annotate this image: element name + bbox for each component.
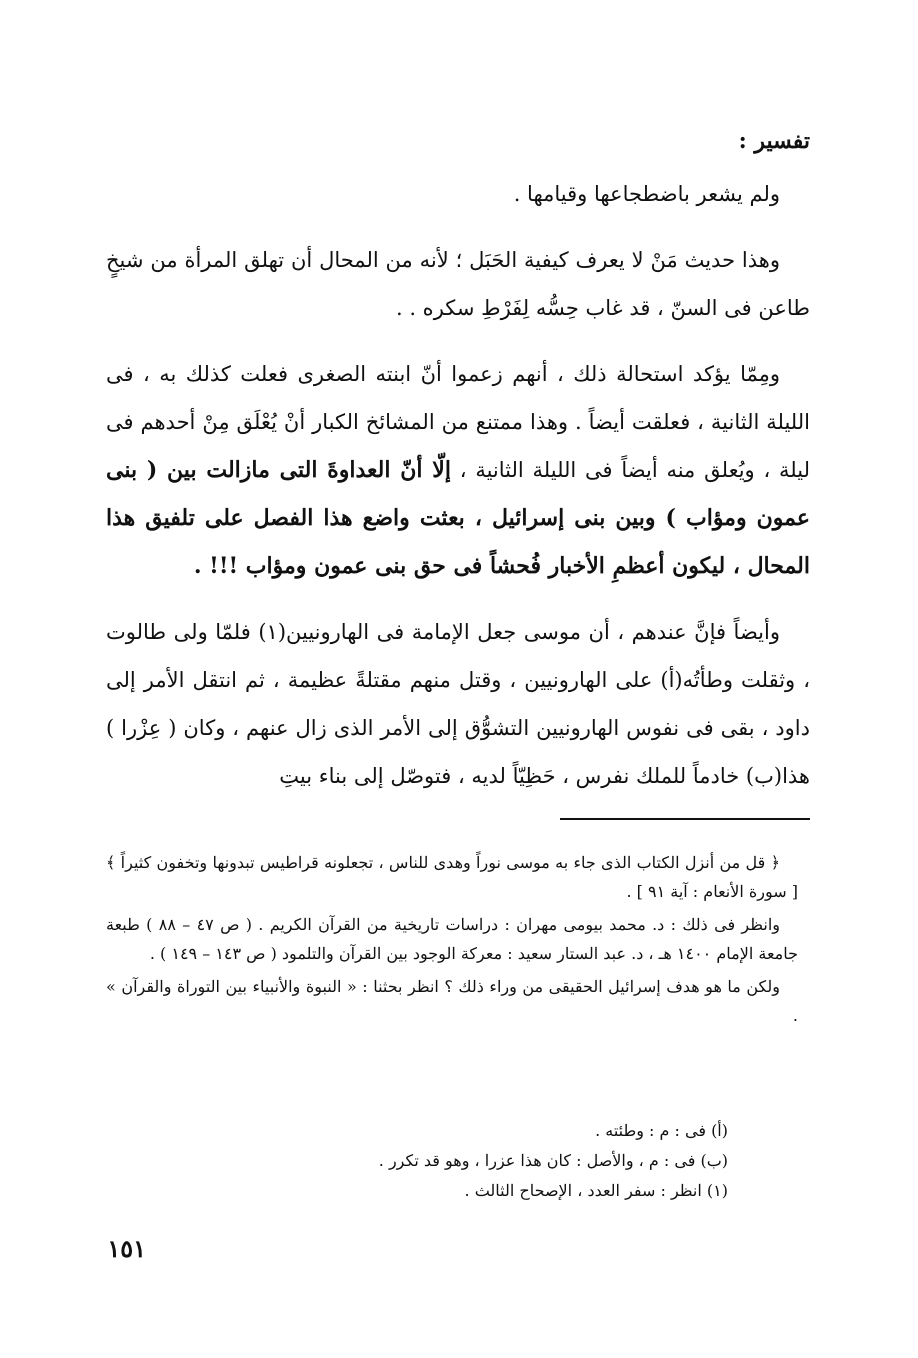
- footnote-divider: [560, 818, 810, 820]
- variant-notes: [188, 1116, 728, 1206]
- footnotes: [106, 848, 798, 1034]
- page-number: ١٥١: [107, 1234, 146, 1263]
- note-b: (ب) فى : م ، والأصل : كان هذا عزرا ، وهو قد تكرر .: [378, 1151, 728, 1170]
- main-text: [106, 170, 810, 818]
- note-1: (١) انظر : سفر العدد ، الإصحاح الثالث .: [464, 1181, 728, 1200]
- paragraph-3-normal: ومِمّا يؤكد استحالة ذلك ، أنهم زعموا أنّ ابنته الصغرى فعلت كذلك به ، فى الليلة الثانية ، فعلقت أيضاً . وهذا ممتنع من المشائخ الكبار أنْ يُعْلَق مِنْ أحدهم فى ليلة ، ويُعلق منه أيضاً فى الليلة الثانية ،: [106, 362, 810, 482]
- page-header: تفسير :: [738, 128, 810, 154]
- footnote-quran-quote: ﴿ قل من أنزل الكتاب الذى جاء به موسى نوراً وهدى للناس ، تجعلونه قراطيس تبدونها وتخفون كثيراً ﴾ [ سورة الأنعام : آية ٩١ ] .: [106, 853, 798, 901]
- paragraph-3: [106, 350, 810, 590]
- paragraph-1: ولم يشعر باضطجاعها وقيامها .: [513, 182, 780, 206]
- footnote-question: ولكن ما هو هدف إسرائيل الحقيقى من وراء ذلك ؟ انظر بحثنا : « النبوة والأنبياء بين التوراة والقرآن » .: [106, 977, 798, 1025]
- note-a: (أ) فى : م : وطئته .: [595, 1121, 728, 1140]
- paragraph-4: وأيضاً فإنَّ عندهم ، أن موسى جعل الإمامة فى الهارونيين(١) فلمّا ولى طالوت ، وثقلت وطأتُه(أ) على الهارونيين ، وقتل منهم مقتلةً عظيمة ، ثم انتقل الأمر إلى داود ، بقى فى نفوس الهارونيين التشوُّق إلى الأمر الذى زال عنهم ، وكان ( عِزْرا ) هذا(ب) خادماً للملك نفرس ، حَظِيّاً لديه ، فتوصّل إلى بناء بيتِ: [106, 620, 810, 788]
- footnote-references: وانظر فى ذلك : د. محمد بيومى مهران : دراسات تاريخية من القرآن الكريم . ( ص ٤٧ – ٨٨ ) طبعة جامعة الإمام ١٤٠٠ هـ ، د. عبد الستار سعيد : معركة الوجود بين القرآن والتلمود ( ص ١٤٣ – ١٤٩ ) .: [106, 915, 798, 963]
- paragraph-2: وهذا حديث مَنْ لا يعرف كيفية الحَبَل ؛ لأنه من المحال أن تهلق المرأة من شيخٍ طاعن فى السنّ ، قد غاب حِسُّه لِفَرْطِ سكره . .: [106, 248, 810, 320]
- paragraph-3-bold: إلّا أنّ العداوةَ التى مازالت بين ( بنى عمون ومؤاب ) وبين بنى إسرائيل ، بعثت واضع هذا الفصل على تلفيق هذا المحال ، ليكون أعظمِ الأخبار فُحشاً فى حق بنى عمون ومؤاب !!! .: [106, 457, 810, 579]
